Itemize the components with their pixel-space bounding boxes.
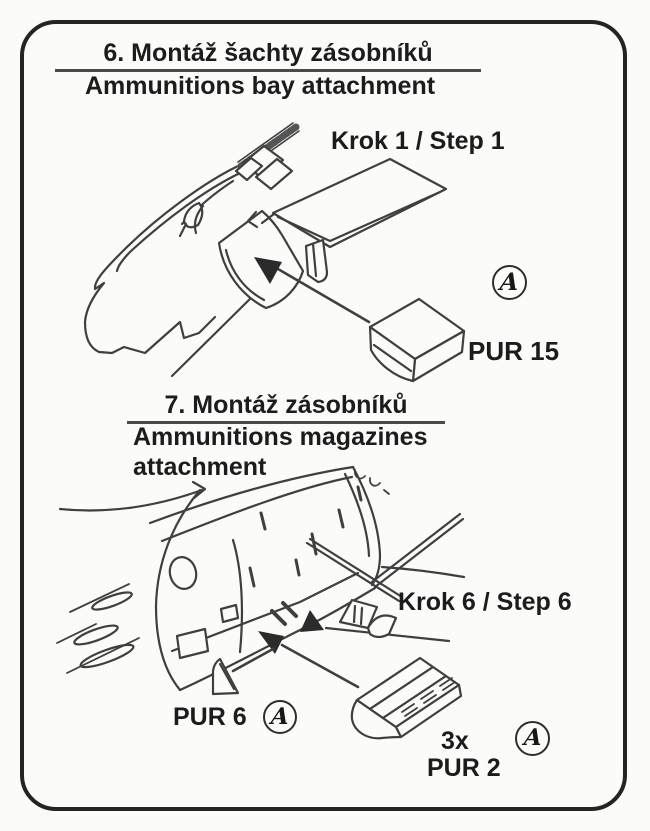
pur15-part-label: PUR 15: [468, 336, 560, 366]
circled-a-logo-icon: [492, 265, 527, 300]
pur2-part-label: PUR 2: [427, 754, 501, 782]
bay-attachment-diagram: [85, 123, 464, 381]
section7-title-english-line2: attachment: [133, 453, 267, 481]
placement-curved-arrow: [60, 482, 205, 510]
logo-letter: A: [522, 724, 543, 751]
section7-title-english-line1: Ammunitions magazines: [133, 423, 428, 451]
pur15-block-drawing: [370, 299, 464, 381]
attachment-slot-drawing: [233, 600, 396, 687]
pur6-part-label: PUR 6: [173, 703, 247, 731]
pur2-quantity-label: 3x: [441, 727, 469, 755]
logo-letter: A: [499, 267, 520, 296]
section6-title-czech: 6. Montáž šachty zásobníků: [55, 40, 481, 72]
section7-title-czech: 7. Montáž zásobníků: [127, 392, 445, 424]
circled-a-logo-icon: [263, 700, 297, 734]
circled-a-logo-icon: [515, 721, 550, 756]
step1-label: Krok 1 / Step 1: [331, 127, 505, 155]
step6-label: Krok 6 / Step 6: [398, 588, 572, 616]
logo-letter: A: [270, 702, 290, 730]
section6-title-english: Ammunitions bay attachment: [85, 72, 436, 100]
